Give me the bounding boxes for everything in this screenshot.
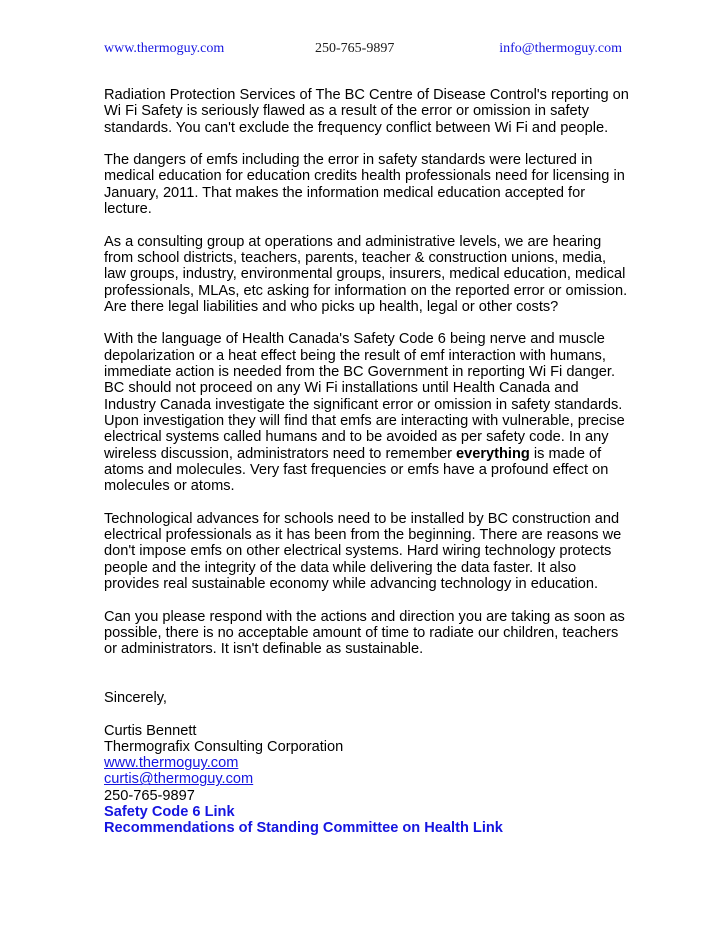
signature-block [104,723,629,837]
paragraph-4-text-b: is made of atoms and molecules. Very fast frequencies or emfs have a profound effect on molecules or atoms. [104,445,609,495]
paragraph-2: The dangers of emfs including the error in safety standards were lectured in medical education for education credits health professionals need for licensing in January, 2011. That makes the information medical education accepted for lecture. [104,152,625,218]
signature-email-link[interactable]: curtis@thermoguy.com [104,771,254,788]
safety-code-6-link[interactable]: Safety Code 6 Link [104,804,235,821]
paragraph-6: Can you please respond with the actions and direction you are taking as soon as possible, there is no acceptable amount of time to radiate our children, teachers or administrators. It isn't definable as sustainable. [104,608,625,658]
header-phone: 250-765-9897 [315,41,395,56]
signature-website-link[interactable]: www.thermoguy.com [104,755,239,772]
paragraph-3: As a consulting group at operations and administrative levels, we are hearing from school districts, teachers, parents, teacher & construction unions, media, law groups, industry, environmental groups, insurers, medical education, medical professionals, MLAs, etc asking for information on the reported error or omission. Are there legal liabilities and who picks up health, legal or other costs? [104,233,628,315]
header-email: info@thermoguy.com [499,41,622,56]
standing-committee-health-link[interactable]: Recommendations of Standing Committee on Health Link [104,820,503,837]
paragraph-5: Technological advances for schools need to be installed by BC construction and electrical professionals as it has been from the beginning. There are reasons we don't impose emfs on other electrical systems. Hard wiring technology protects people and the integrity of the data while delivering the data faster. It also provides real sustainable economy while advancing technology in education. [104,510,622,592]
letter-body [104,87,629,837]
paragraph-4-text-a: With the language of Health Canada's Safety Code 6 being nerve and muscle depolarization or a heat effect being the result of emf interaction with humans, immediate action is needed from the BC Government in reporting Wi Fi danger. BC should not proceed on any Wi Fi installations until Health Canada and Industry Canada investigate the significant error or omission in safety standards. Upon investigation they will find that emfs are interacting with vulnerable, precise electrical systems called humans and to be avoided as per safety code. In any wireless discussion, administrators need to remember [104,331,625,462]
paragraph-1: Radiation Protection Services of The BC Centre of Disease Control's reporting on Wi Fi Safety is seriously flawed as a result of the error or omission in safety standards. You can't exclude the frequency conflict between Wi Fi and people. [104,87,629,136]
signature-phone: 250-765-9897 [104,787,195,804]
signature-name: Curtis Bennett [104,722,197,739]
page-header [104,41,622,61]
header-website: www.thermoguy.com [104,41,225,56]
paragraph-4 [104,331,629,494]
signature-company: Thermografix Consulting Corporation [104,738,344,755]
closing: Sincerely, [104,689,167,706]
paragraph-4-emphasis: everything [456,445,530,462]
